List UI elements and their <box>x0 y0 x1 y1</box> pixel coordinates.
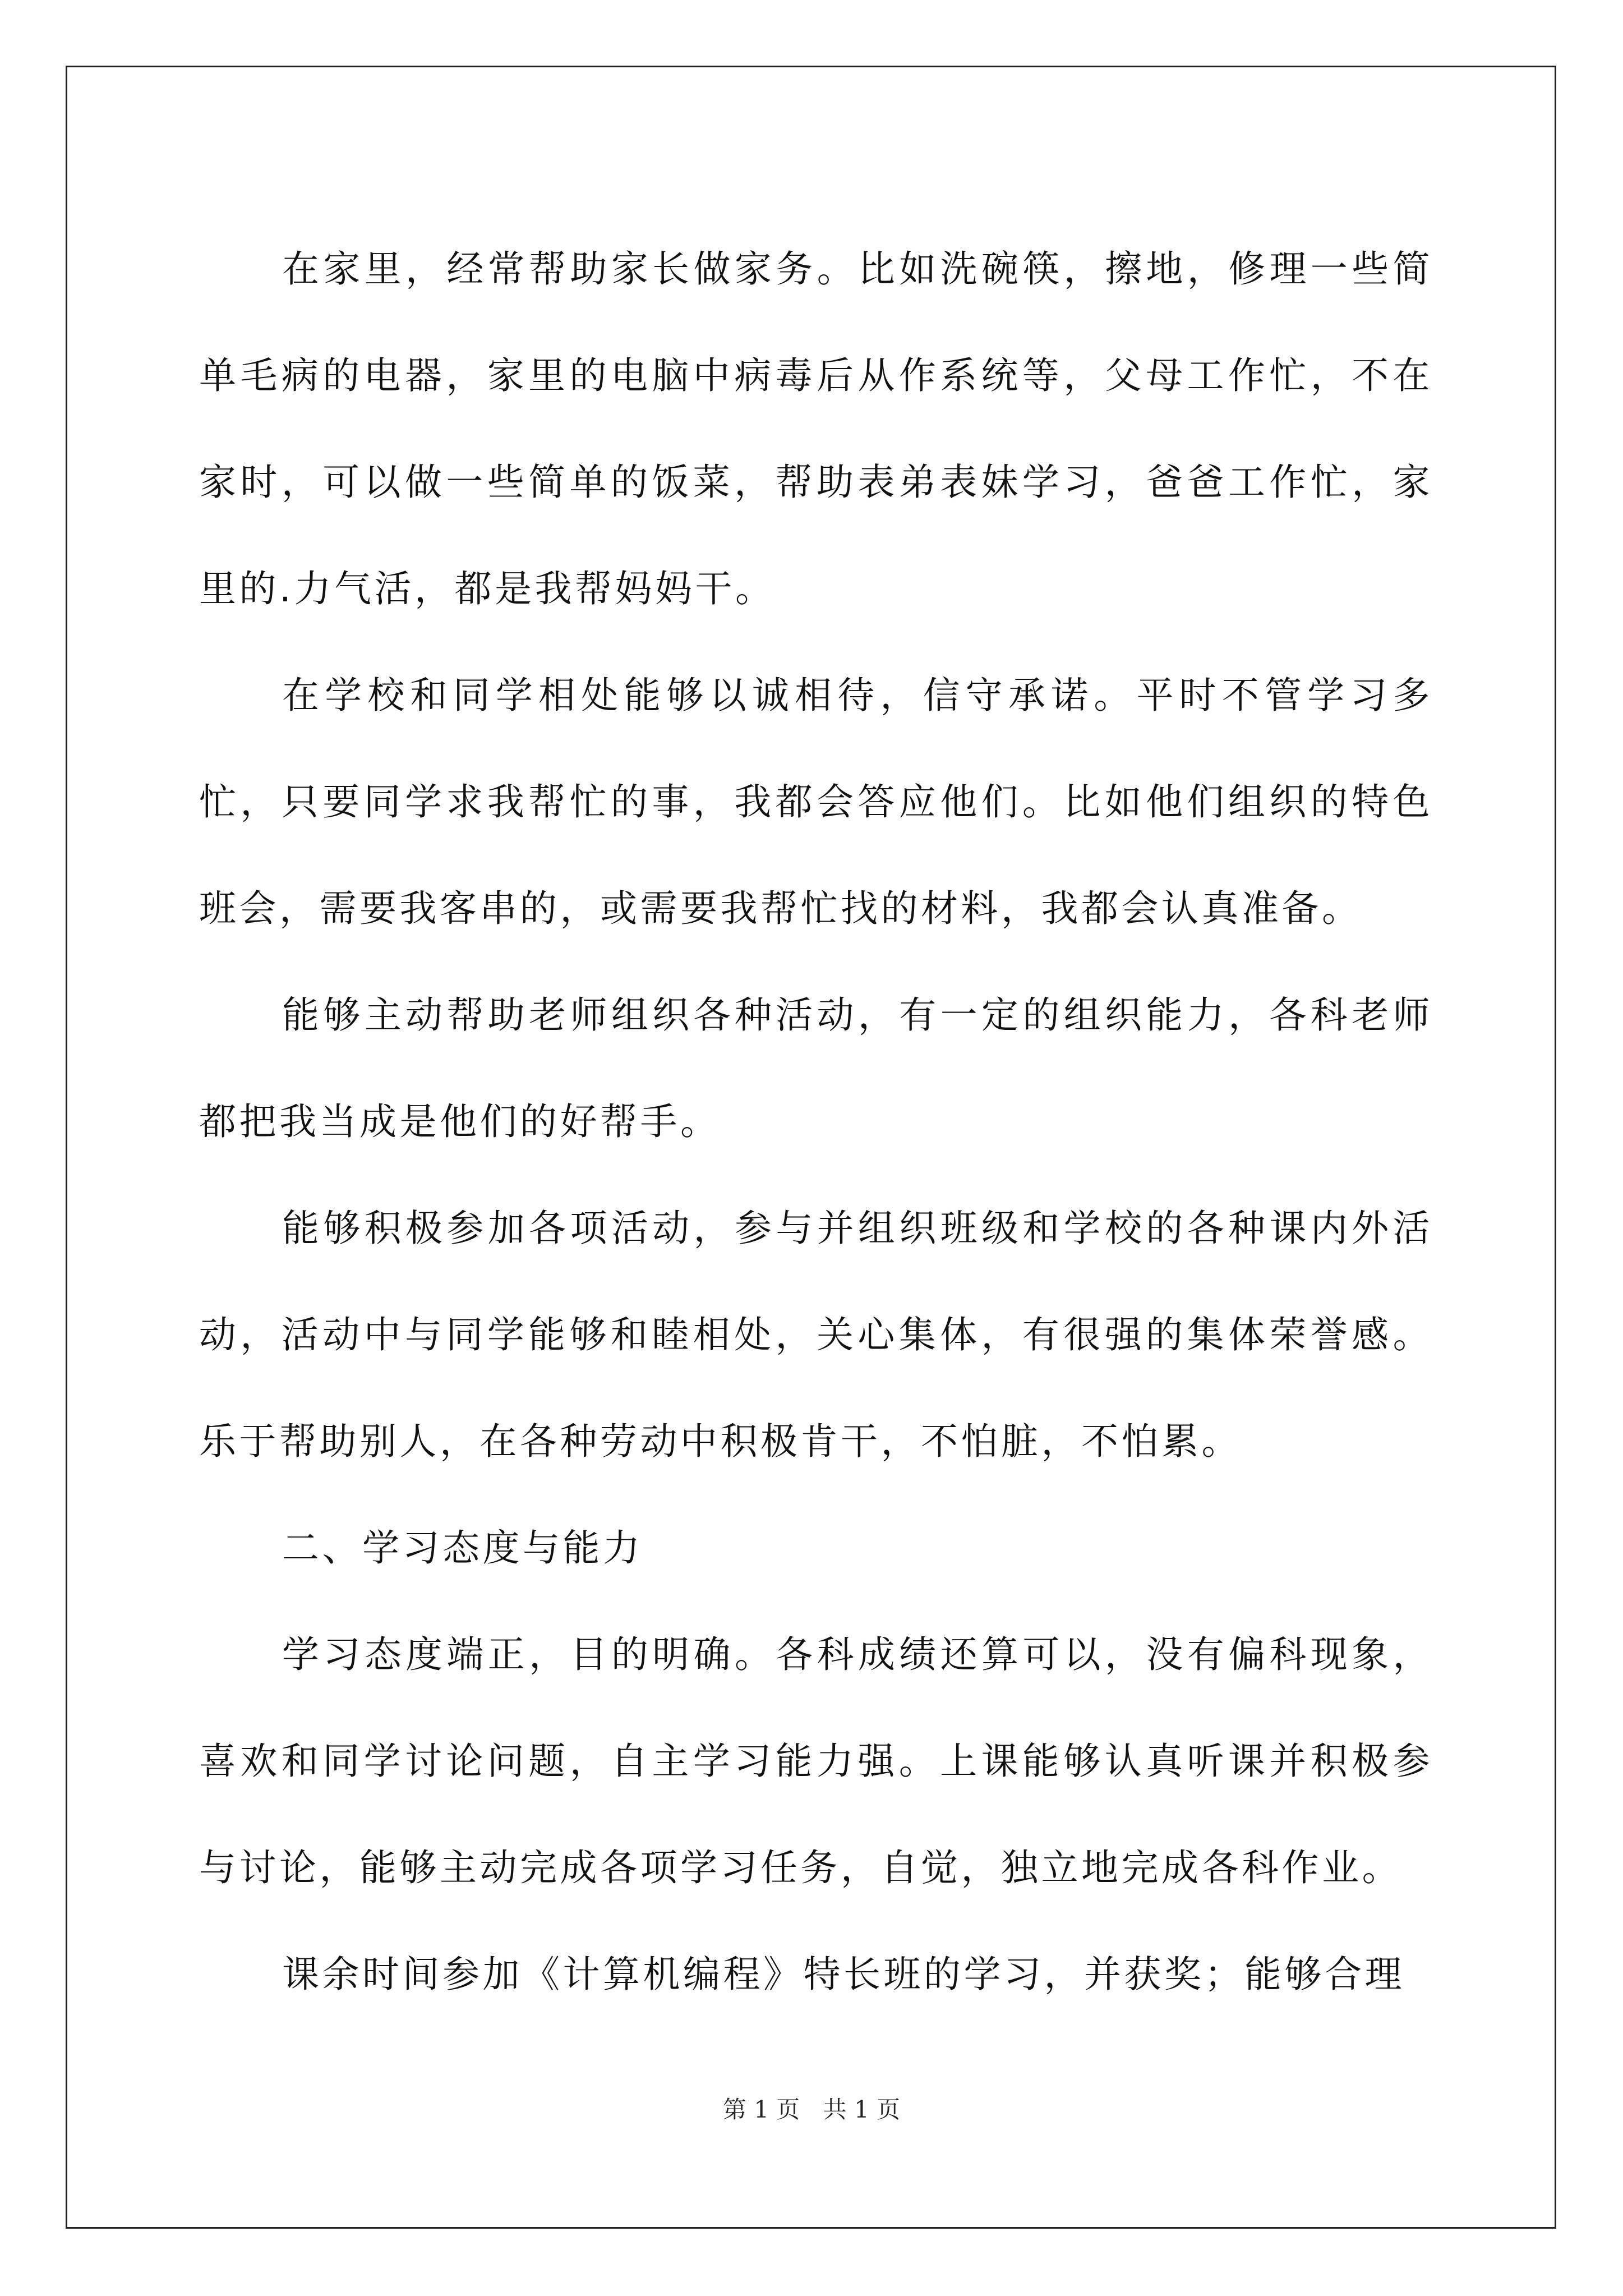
page-number: 第 1 页 <box>722 2096 800 2123</box>
paragraph-home-chores: 在家里，经常帮助家长做家务。比如洗碗筷，擦地，修理一些简单毛病的电器，家里的电脑中病毒后从作系统等，父母工作忙，不在家时，可以做一些简单的饭菜，帮助表弟表妹学习，爸爸工作忙，家里的.力气活，都是我帮妈妈干。 <box>199 247 1433 610</box>
paragraph-school-classmates: 在学校和同学相处能够以诚相待，信守承诺。平时不管学习多忙，只要同学求我帮忙的事，我都会答应他们。比如他们组织的特色班会，需要我客串的，或需要我帮忙找的材料，我都会认真准备。 <box>199 674 1433 930</box>
paragraph-extracurricular: 课余时间参加《计算机编程》特长班的学习，并获奖；能够合理 <box>282 1953 1405 1996</box>
page-footer <box>0 2091 1623 2125</box>
paragraph-study-attitude: 学习态度端正，目的明确。各科成绩还算可以，没有偏科现象，喜欢和同学讨论问题，自主学习能力强。上课能够认真听课并积极参与讨论，能够主动完成各项学习任务，自觉，独立地完成各科作业。 <box>199 1633 1433 1889</box>
page-total: 共 1 页 <box>823 2096 901 2123</box>
section-heading-study: 二、学习态度与能力 <box>282 1526 643 1570</box>
paragraph-help-teachers: 能够主动帮助老师组织各种活动，有一定的组织能力，各科老师都把我当成是他们的好帮手。 <box>199 993 1433 1143</box>
paragraph-activities: 能够积极参加各项活动，参与并组织班级和学校的各种课内外活动，活动中与同学能够和睦相处，关心集体，有很强的集体荣誉感。乐于帮助别人，在各种劳动中积极肯干，不怕脏，不怕累。 <box>199 1207 1433 1463</box>
document-body <box>199 216 1433 2028</box>
